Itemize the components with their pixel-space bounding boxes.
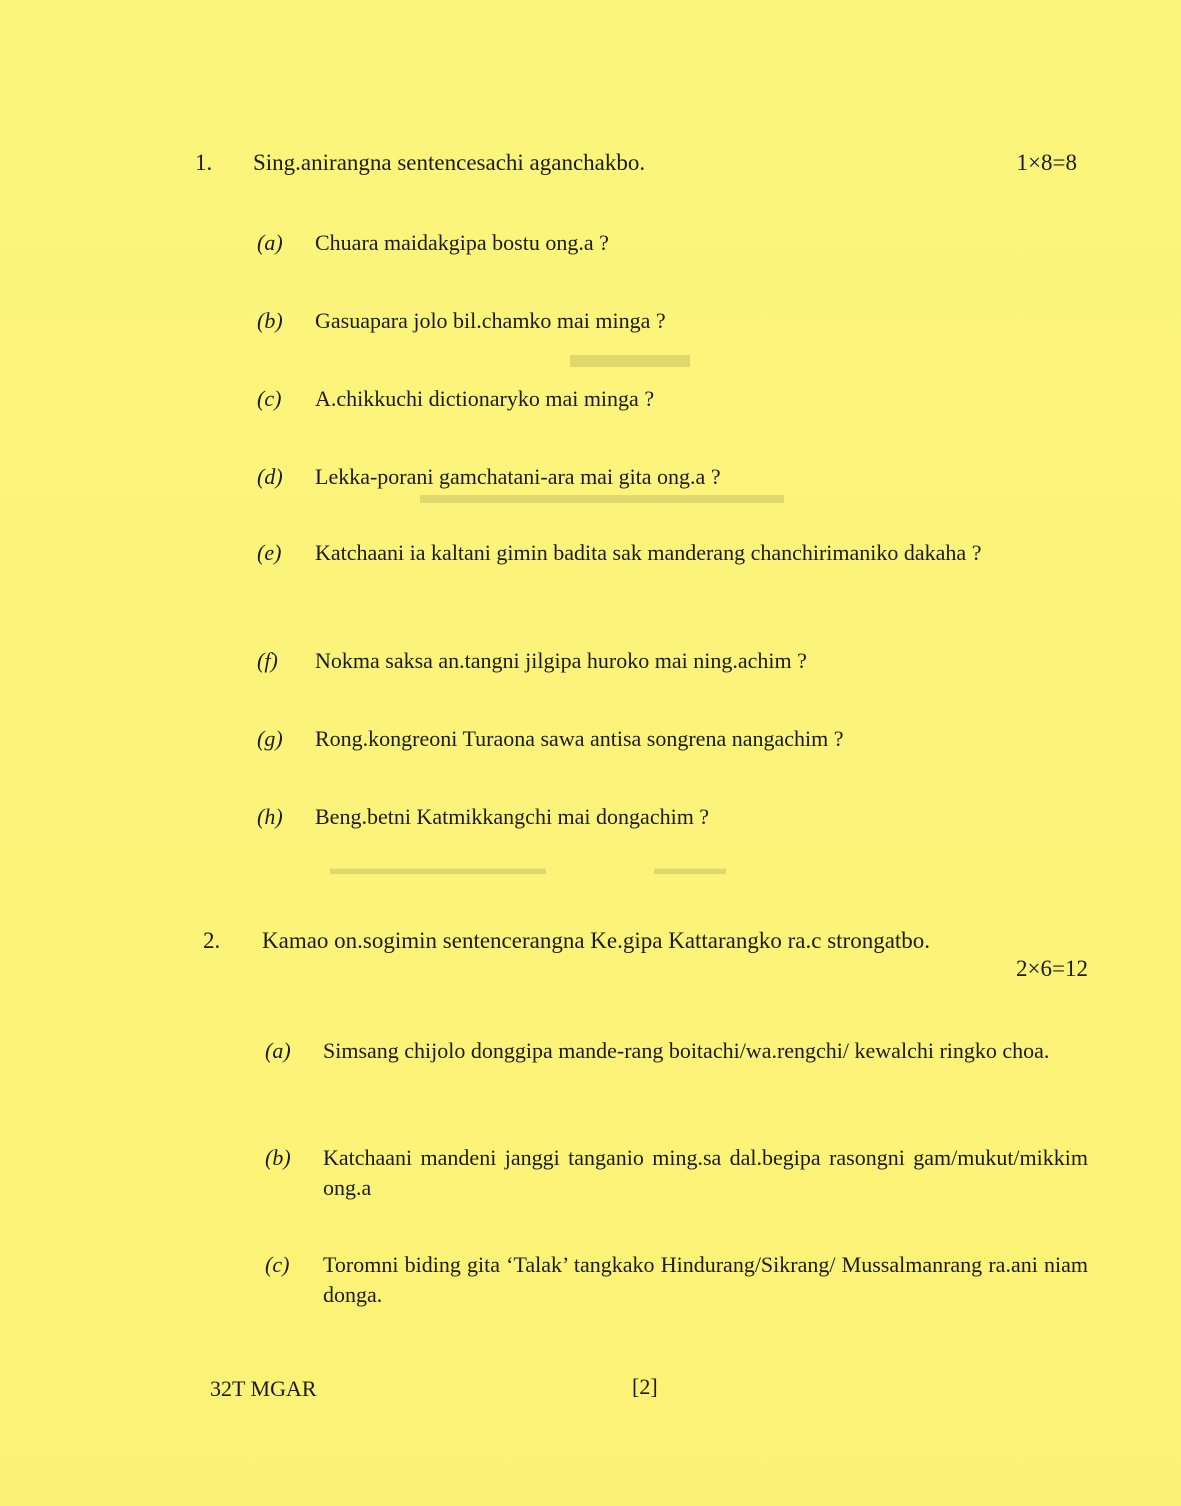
question-marks: 2×6=12 (1016, 956, 1088, 981)
item-label: (a) (257, 230, 283, 255)
item-text: Gasuapara jolo bil.chamko mai minga ? (315, 308, 666, 333)
item-label: (e) (257, 540, 282, 565)
item-label: (b) (265, 1145, 291, 1170)
item-label: (b) (257, 308, 283, 333)
item-text: Chuara maidakgipa bostu ong.a ? (315, 230, 609, 255)
item-label: (d) (257, 464, 283, 489)
item-text: Rong.kongreoni Turaona sawa antisa songrena nangachim ? (315, 726, 844, 751)
item-label: (c) (265, 1252, 290, 1277)
item-label: (h) (257, 804, 283, 829)
item-label: (f) (257, 648, 278, 673)
question-marks: 1×8=8 (1016, 150, 1077, 175)
item-text: Toromni biding gita ‘Talak’ tangkako Hindurang/Sikrang/ Mussalmanrang ra.ani niam donga. (323, 1252, 1088, 1307)
item-text: A.chikkuchi dictionaryko mai minga ? (315, 386, 655, 411)
question-text: Sing.anirangna sentencesachi aganchakbo. (253, 150, 646, 175)
question-2-header (0, 926, 1181, 990)
show-through-lines: ▬▬▬▬ ▬▬▬▬▬▬▬▬▬▬▬▬ (330, 858, 726, 878)
item-text: Beng.betni Katmikkangchi mai dongachim ? (315, 804, 710, 829)
item-label: (c) (257, 386, 282, 411)
item-text: Nokma saksa an.tangni jilgipa huroko mai ning.achim ? (315, 648, 807, 673)
show-through-title: ▬▬▬ (570, 331, 690, 376)
question-1-header (0, 148, 1181, 182)
item-label: (a) (265, 1038, 291, 1063)
item-text: Katchaani mandeni janggi tanganio ming.sa dal.begipa rasongni gam/mukut/mikkim ong.a (323, 1145, 1088, 1200)
question-number: 2. (203, 928, 221, 953)
item-text: Simsang chijolo donggipa mande-rang boitachi/wa.rengchi/ kewalchi ringko choa. (323, 1038, 1050, 1063)
page-number: [2] (632, 1374, 658, 1399)
question-text: Kamao on.sogimin sentencerangna Ke.gipa Kattarangko ra.c strongatbo. (262, 928, 931, 953)
paper-code: 32T MGAR (210, 1376, 317, 1401)
show-through-block: ▬▬▬▬▬▬▬▬▬▬▬▬▬▬ (420, 480, 784, 509)
item-text: Lekka-porani gamchatani-ara mai gita ong.a ? (315, 464, 721, 489)
question-number: 1. (195, 150, 213, 175)
item-label: (g) (257, 726, 283, 751)
item-text: Katchaani ia kaltani gimin badita sak manderang chanchirimaniko dakaha ? (315, 540, 982, 565)
